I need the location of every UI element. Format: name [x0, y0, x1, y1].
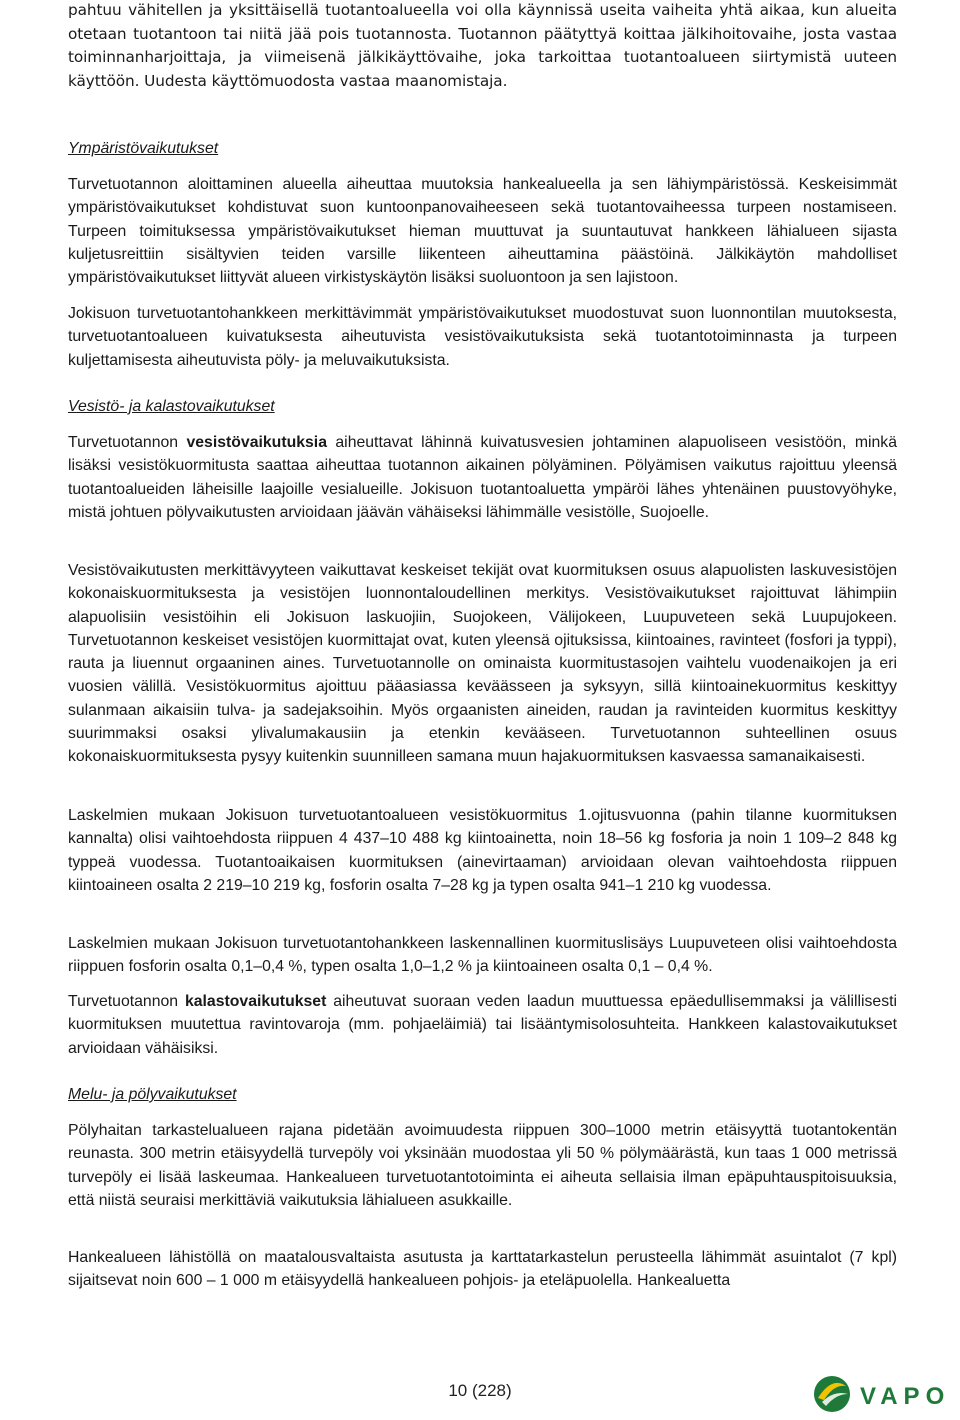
vesisto-body-5 [68, 990, 897, 1060]
section-ymparisto [68, 138, 897, 160]
melu-paragraph-2: Hankealueen lähistöllä on maatalousvaltaista asutusta ja karttatarkastelun perusteella lähimmät asuintalot (7 kpl) sijaitsevat noin 600 – 1 000 m etäisyydellä hankealueen pohjois- ja eteläpuolella. Hankealuetta [68, 1249, 897, 1290]
vapo-logo [812, 1372, 954, 1416]
vesisto-paragraph-1 [68, 431, 897, 524]
section-vesisto [68, 396, 897, 418]
page-number: 10 (228) [448, 1381, 512, 1400]
vesisto-body-3 [68, 804, 897, 897]
melu-body-1 [68, 1119, 897, 1212]
ymparisto-body [68, 173, 897, 289]
vesisto-paragraph-2: Vesistövaikutusten merkittävyyteen vaikuttavat keskeiset tekijät ovat kuormituksen osuus alapuolisten laskuvesistöjen kokonaiskuormituksesta ja vesistöjen luonnontaloudellinen merkitys. Vesistövaikutukset rajoittuvat lähimpiin alapuolisiin vesistöihin eli Jokisuon laskuojiin, Suojokeen, Välijokeen, Luupuveteen sekä Luupujokeen. Turvetuotannon keskeiset vesistöjen kuormittajat ovat, kuten yleensä ojituksissa, kiintoaines, ravinteet (fosfori ja typpi), rauta ja liuennut orgaaninen aines. Turvetuotannolle on ominaista kuormitustasojen vaihtelu vuodenaikojen ja eri vuosien välillä. Vesistökuormitus ajoittuu pääasiassa keväässeen ja syksyyn, sillä kiintoainekuormitus keskittyy sulanmaan aikaisiin tulva- ja sadejaksoihin. Myös orgaanisten aineiden, raudan ja ravinteiden kuormitus keskittyy suurimmaksi osaksi ylivalumakausiin ja etenkin kevääseen. Turvetuotannon suhteellinen osuus kokonaiskuormituksesta pysyy kuitenkin suunnilleen samana muun hajakuormituksen kasvaessa samanaikaisesti. [68, 562, 897, 766]
vesisto-p1-rest: aiheuttavat lähinnä kuivatusvesien johtaminen alapuoliseen vesistöön, minkä lisäksi vesistökuormitusta saattaa aiheuttaa tuotannon aikainen pölyäminen. Pölyämisen vaikutus rajoittuu yleensä tuotantoalueiden läheisille laajoille vesialueille. Jokisuon tuotantoaluetta ympäröi lähes yhtenäinen puustovyöhyke, mistä johtuen pölyvaikutusten arvioidaan jäävän vähäiseksi lähimmälle vesistölle, Suojoelle. [68, 434, 897, 521]
ymparisto-paragraph-1: Turvetuotannon aloittaminen alueella aiheuttaa muutoksia hankealueella ja sen lähiympäristössä. Keskeisimmät ympäristövaikutukset kohdistuvat suon kuntoonpanovaiheeseen sekä tuotantovaiheessa turpeen nostamiseen. Turpeen toimituksessa ympäristövaikutukset hieman muuttuvat ja suuntautuvat hankkeen lähialueen sijasta kuljetusreittiin sisältyvien teiden varsille liikenteen aiheuttamina päästöinä. Jälkikäytön mahdolliset ympäristövaikutukset liittyvät alueen virkistyskäytön lisäksi suoluontoon ja sen lajistoon. [68, 176, 897, 287]
heading-vesistovaikutukset: Vesistö- ja kalastovaikutukset [68, 398, 275, 415]
vesisto-p5-rest: aiheutuvat suoraan veden laadun muuttuessa epäedullisemmaksi ja välillisesti kuormituksen muutettua ravintovaroja (mm. pohjaeläimiä) tai lisääntymisolosuhteita. Hankkeen kalastovaikutukset arvioidaan vähäisiksi. [68, 993, 897, 1057]
heading-ymparistovaikutukset: Ympäristövaikutukset [68, 140, 219, 157]
vesisto-p1-bold: vesistövaikutuksia [186, 434, 327, 451]
vesisto-body-1 [68, 431, 897, 524]
melu-body-2 [68, 1246, 897, 1293]
vesisto-p1-start: Turvetuotannon [68, 434, 187, 451]
ymparisto-body-2 [68, 302, 897, 372]
vesisto-paragraph-3: Laskelmien mukaan Jokisuon turvetuotantoalueen vesistökuormitus 1.ojitusvuonna (pahin tilanne kuormituksen kannalta) olisi vaihtoehdosta riippuen 4 437–10 488 kg kiintoainetta, noin 18–56 kg fosforia ja noin 1 109–2 848 kg typpeä vuodessa. Tuotantoaikaisen kuormituksen (ainevirtaaman) arvioidaan olevan vaihtoehdosta riippuen kiintoaineen osalta 2 219–10 219 kg, fosforin osalta 7–28 kg ja typen osalta 941–1 210 kg vuodessa. [68, 807, 897, 894]
intro-paragraph: pahtuu vähitellen ja yksittäisellä tuotantoalueella voi olla käynnissä useita vaiheita yhtä aikaa, kun alueita otetaan tuotantoon tai niitä jää pois tuotannosta. Tuotannon päätyttyä koittaa jälkihoitovaihe, josta vastaa toiminnanharjoittaja, ja viimeisenä jälkikäyttövaihe, joka tarkoittaa tuotantoalueen siirtymistä uuteen käyttöön. Uudesta käyttömuodosta vastaa maanomistaja. [68, 1, 897, 90]
vesisto-p5-bold: kalastovaikutukset [184, 993, 327, 1010]
heading-meluvaikutukset: Melu- ja pölyvaikutukset [68, 1086, 237, 1103]
vesisto-paragraph-4: Laskelmien mukaan Jokisuon turvetuotantohankkeen laskennallinen kuormituslisäys Luupuveteen olisi vaihtoehdosta riippuen fosforin osalta 0,1–0,4 %, typen osalta 1,0–1,2 % ja kiintoaineen osalta 0,1 – 0,4 %. [68, 935, 897, 976]
vesisto-paragraph-5 [68, 990, 897, 1060]
logo-text: VAPO [860, 1383, 951, 1410]
vesisto-p5-start: Turvetuotannon [68, 993, 185, 1010]
melu-paragraph-1: Pölyhaitan tarkastelualueen rajana pidetään avoimuudesta riippuen 300–1000 metrin etäisyyttä tuotantokentän reunasta. 300 metrin etäisyydellä turvepöly voi yksinään muodostaa yli 50 % pölymäärästä, kun taas 1 000 metrissä turvepöly ei lisää laskeumaa. Hankealueen turvetuotantotoiminta ei aiheuta sellaisia ilman epäpuhtauspitoisuuksia, että niistä seuraisi merkittäviä vaikutuksia lähialueen asukkaille. [68, 1122, 897, 1209]
vesisto-body-2 [68, 559, 897, 769]
ymparisto-paragraph-2: Jokisuon turvetuotantohankkeen merkittävimmät ympäristövaikutukset muodostuvat suon luonnontilan muutoksesta, turvetuotantoalueen kuivatuksesta aiheutuvista vesistövaikutuksista sekä tuotantotoiminnasta ja turpeen kuljettamisesta aiheutuvista pöly- ja meluvaikutuksista. [68, 305, 897, 369]
vesisto-body-4 [68, 932, 897, 979]
section-melu [68, 1084, 897, 1106]
